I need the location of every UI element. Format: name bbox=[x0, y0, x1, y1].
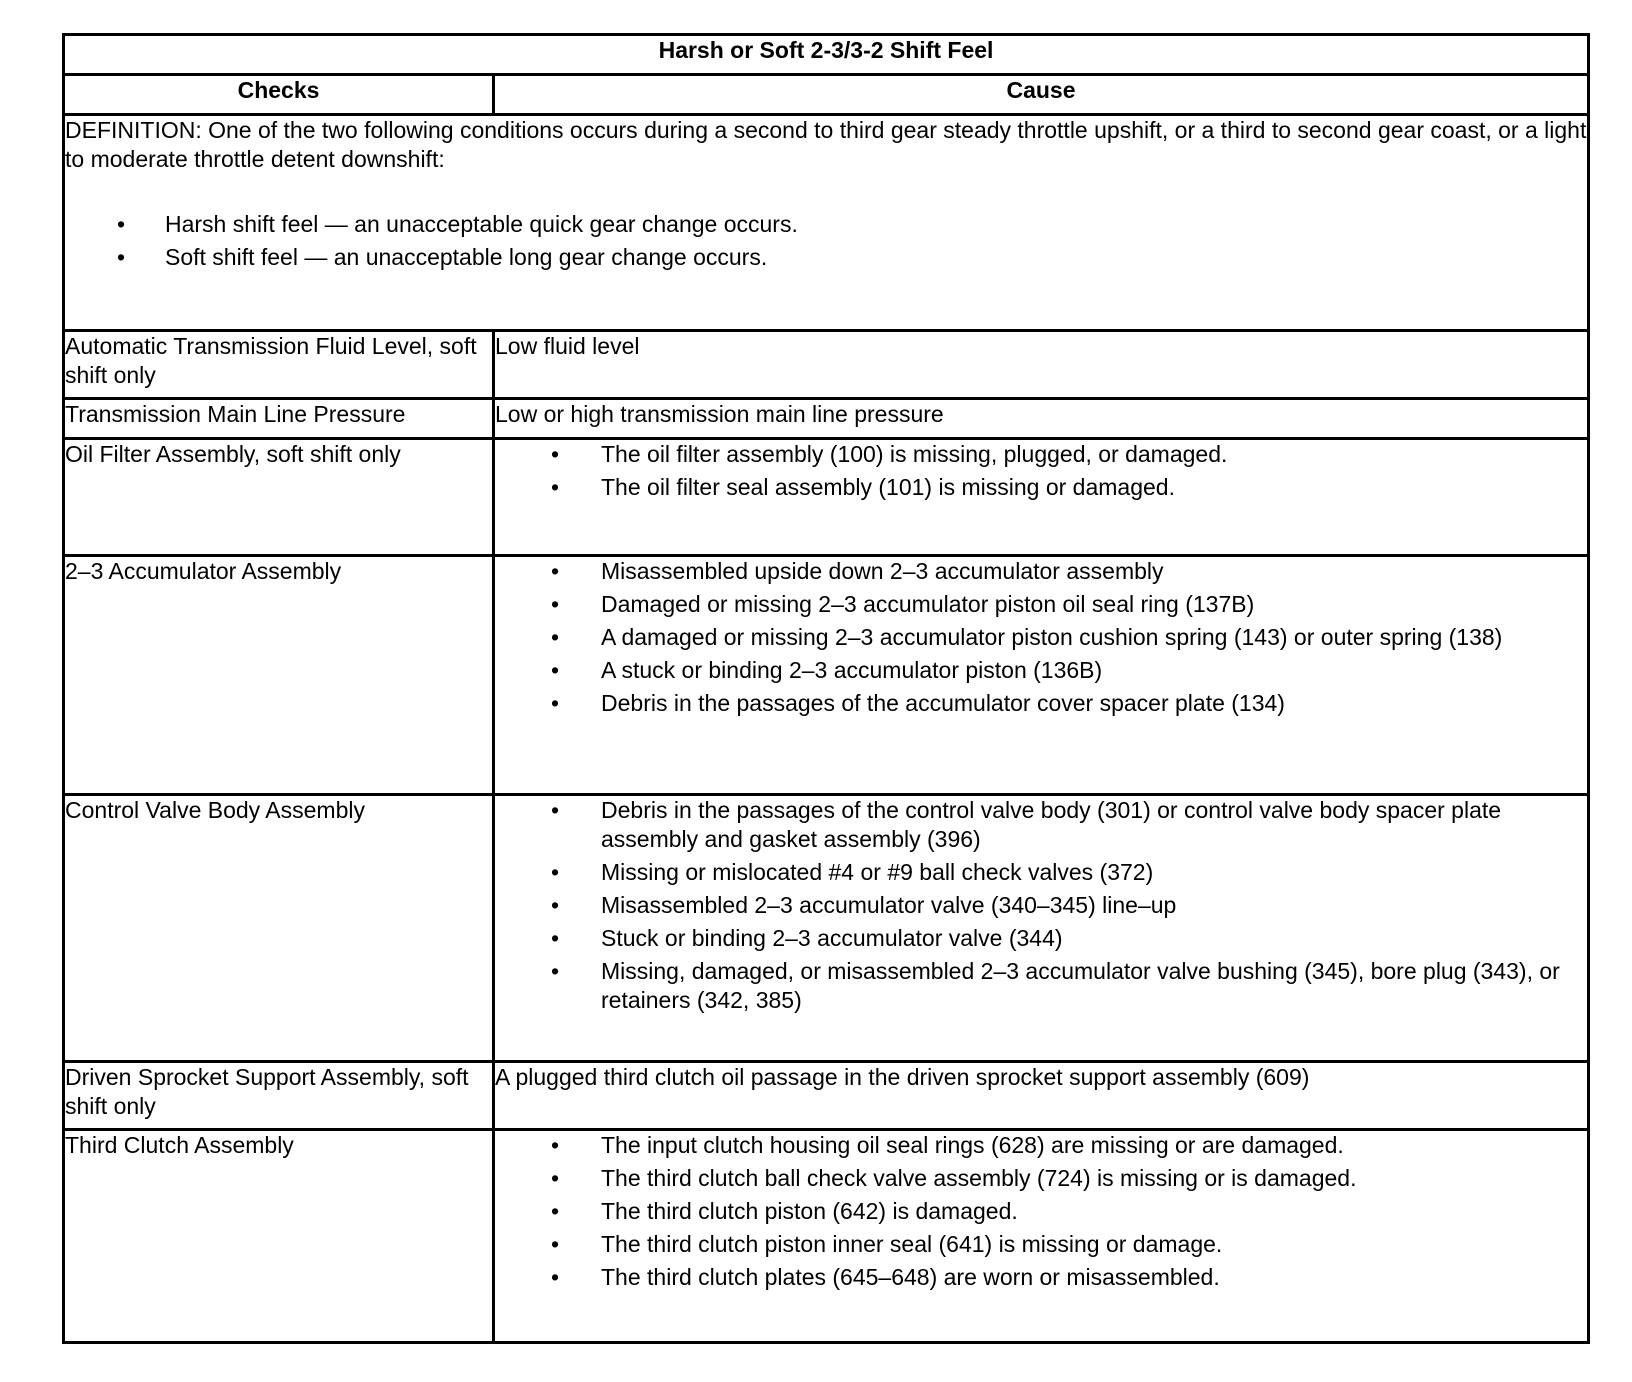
definition-text: DEFINITION: One of the two following conditions occurs during a second to third gear steady throttle upshift, or a third to second gear coast, or a light to moderate throttle detent downshift: bbox=[65, 117, 1587, 172]
table-row bbox=[64, 439, 1589, 556]
diagnostic-table bbox=[62, 33, 1590, 1344]
cause-cell bbox=[494, 795, 1589, 1062]
bullet-icon: • bbox=[551, 1198, 560, 1224]
list-item bbox=[495, 1230, 1587, 1259]
list-item bbox=[495, 891, 1587, 920]
bullet-icon: • bbox=[551, 624, 560, 650]
definition-item bbox=[65, 210, 1587, 239]
bullet-icon: • bbox=[551, 859, 560, 885]
bullet-icon: • bbox=[551, 690, 560, 716]
list-item bbox=[495, 440, 1587, 469]
cause-text: The third clutch ball check valve assembly (724) is missing or is damaged. bbox=[601, 1165, 1357, 1191]
cause-text: Damaged or missing 2–3 accumulator piston oil seal ring (137B) bbox=[601, 591, 1255, 617]
list-item bbox=[495, 590, 1587, 619]
table-row bbox=[64, 1130, 1589, 1343]
bullet-icon: • bbox=[551, 441, 560, 467]
checks-column-header: Checks bbox=[64, 75, 494, 115]
definition-row bbox=[64, 115, 1589, 331]
header-row bbox=[64, 75, 1589, 115]
bullet-icon: • bbox=[551, 1165, 560, 1191]
cause-text: Debris in the passages of the control valve body (301) or control valve body spacer plate assembly and gasket assembly (396) bbox=[601, 797, 1502, 852]
check-cell: Driven Sprocket Support Assembly, soft shift only bbox=[64, 1062, 494, 1130]
check-cell: Automatic Transmission Fluid Level, soft shift only bbox=[64, 331, 494, 399]
table-row bbox=[64, 331, 1589, 399]
definition-item-text: Soft shift feel — an unacceptable long gear change occurs. bbox=[165, 244, 768, 270]
cause-text: Misassembled 2–3 accumulator valve (340–345) line–up bbox=[601, 892, 1177, 918]
cause-cell: Low or high transmission main line pressure bbox=[494, 399, 1589, 439]
cause-list bbox=[495, 796, 1587, 1015]
list-item bbox=[495, 1164, 1587, 1193]
bullet-icon: • bbox=[551, 1231, 560, 1257]
bullet-icon: • bbox=[551, 558, 560, 584]
cause-cell: Low fluid level bbox=[494, 331, 1589, 399]
cause-text: Debris in the passages of the accumulator cover spacer plate (134) bbox=[601, 690, 1285, 716]
bullet-icon: • bbox=[117, 211, 126, 237]
list-item bbox=[495, 623, 1587, 652]
list-item bbox=[495, 796, 1587, 854]
list-item bbox=[495, 689, 1587, 718]
bullet-icon: • bbox=[551, 1264, 560, 1290]
cause-text: A stuck or binding 2–3 accumulator piston (136B) bbox=[601, 657, 1103, 683]
cause-cell bbox=[494, 439, 1589, 556]
cause-text: Missing or mislocated #4 or #9 ball check valves (372) bbox=[601, 859, 1154, 885]
bullet-icon: • bbox=[117, 244, 126, 270]
cause-text: Stuck or binding 2–3 accumulator valve (344) bbox=[601, 925, 1063, 951]
table-row bbox=[64, 556, 1589, 795]
cause-list bbox=[495, 557, 1587, 718]
cause-text: The third clutch plates (645–648) are worn or misassembled. bbox=[601, 1264, 1220, 1290]
check-cell: Transmission Main Line Pressure bbox=[64, 399, 494, 439]
cause-text: The input clutch housing oil seal rings (628) are missing or are damaged. bbox=[601, 1132, 1344, 1158]
cause-column-header: Cause bbox=[494, 75, 1589, 115]
list-item bbox=[495, 1197, 1587, 1226]
cause-cell: A plugged third clutch oil passage in the driven sprocket support assembly (609) bbox=[494, 1062, 1589, 1130]
bullet-icon: • bbox=[551, 474, 560, 500]
cause-list bbox=[495, 440, 1587, 502]
cause-text: Missing, damaged, or misassembled 2–3 accumulator valve bushing (345), bore plug (343), or retainers (342, 385) bbox=[601, 958, 1560, 1013]
list-item bbox=[495, 656, 1587, 685]
bullet-icon: • bbox=[551, 892, 560, 918]
definition-cell bbox=[64, 115, 1589, 331]
bullet-icon: • bbox=[551, 925, 560, 951]
table-row bbox=[64, 795, 1589, 1062]
definition-item bbox=[65, 243, 1587, 272]
bullet-icon: • bbox=[551, 591, 560, 617]
list-item bbox=[495, 924, 1587, 953]
list-item bbox=[495, 858, 1587, 887]
check-cell: Oil Filter Assembly, soft shift only bbox=[64, 439, 494, 556]
list-item bbox=[495, 1131, 1587, 1160]
cause-text: The third clutch piston (642) is damaged. bbox=[601, 1198, 1018, 1224]
cause-list bbox=[495, 1131, 1587, 1292]
bullet-icon: • bbox=[551, 1132, 560, 1158]
bullet-icon: • bbox=[551, 797, 560, 823]
cause-text: A damaged or missing 2–3 accumulator piston cushion spring (143) or outer spring (138) bbox=[601, 624, 1503, 650]
cause-text: The oil filter assembly (100) is missing, plugged, or damaged. bbox=[601, 441, 1228, 467]
list-item bbox=[495, 473, 1587, 502]
check-cell: Third Clutch Assembly bbox=[64, 1130, 494, 1343]
check-cell: Control Valve Body Assembly bbox=[64, 795, 494, 1062]
cause-text: The third clutch piston inner seal (641) is missing or damage. bbox=[601, 1231, 1223, 1257]
cause-text: Misassembled upside down 2–3 accumulator assembly bbox=[601, 558, 1164, 584]
bullet-icon: • bbox=[551, 958, 560, 984]
definition-item-text: Harsh shift feel — an unacceptable quick gear change occurs. bbox=[165, 211, 798, 237]
bullet-icon: • bbox=[551, 657, 560, 683]
list-item bbox=[495, 557, 1587, 586]
list-item bbox=[495, 1263, 1587, 1292]
table-row bbox=[64, 1062, 1589, 1130]
table-row bbox=[64, 399, 1589, 439]
cause-cell bbox=[494, 556, 1589, 795]
cause-cell bbox=[494, 1130, 1589, 1343]
title-row bbox=[64, 35, 1589, 75]
definition-list bbox=[65, 210, 1587, 272]
cause-text: The oil filter seal assembly (101) is missing or damaged. bbox=[601, 474, 1175, 500]
check-cell: 2–3 Accumulator Assembly bbox=[64, 556, 494, 795]
list-item bbox=[495, 957, 1587, 1015]
table-title: Harsh or Soft 2-3/3-2 Shift Feel bbox=[64, 35, 1589, 75]
